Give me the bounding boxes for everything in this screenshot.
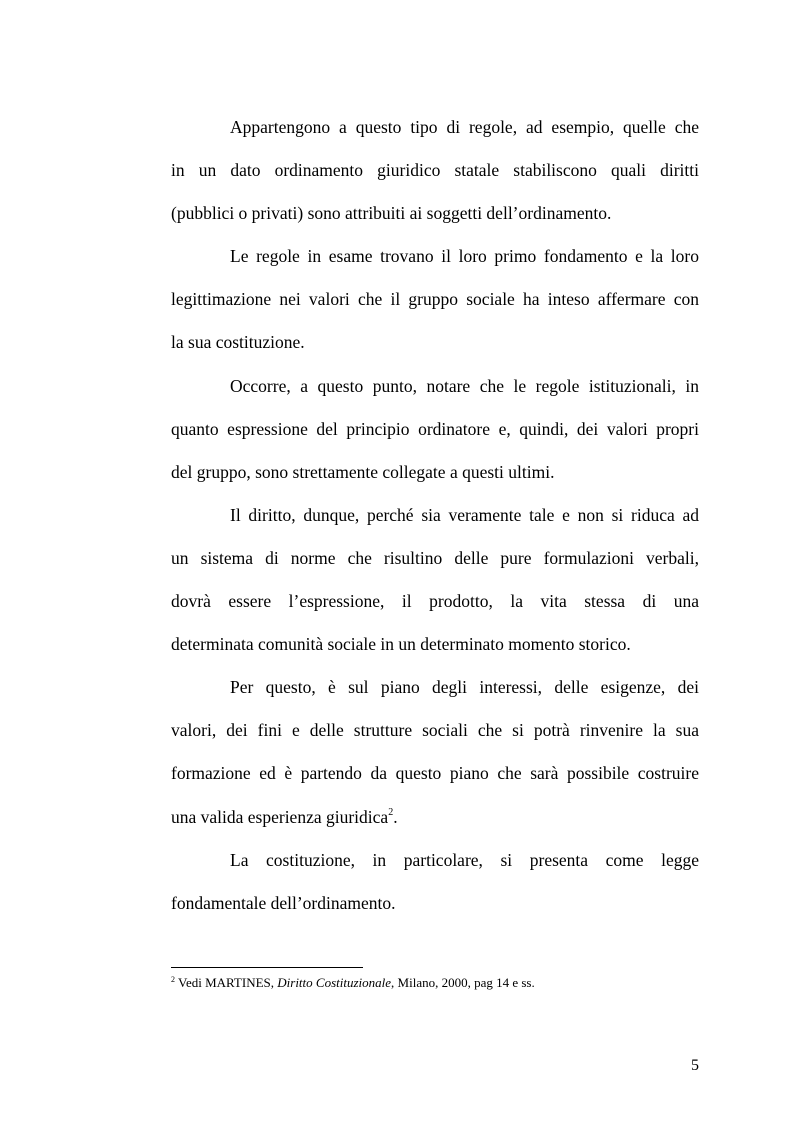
footnote-suffix: , Milano, 2000, pag 14 e ss. (391, 975, 535, 990)
text-line: in un dato ordinamento giuridico statale stabiliscono quali diritti (171, 160, 699, 181)
text-line: (pubblici o privati) sono attribuiti ai soggetti dell’ordinamento. (171, 203, 612, 224)
footnote-prefix: Vedi MARTINES, (175, 975, 278, 990)
paragraph (171, 239, 699, 368)
text-line: Per questo, è sul piano degli interessi, delle esigenze, dei (230, 677, 699, 698)
footnote-reference[interactable]: 2 (388, 806, 394, 818)
sentence-period: . (393, 806, 398, 827)
footnote (171, 975, 699, 991)
footnote-title: Diritto Costituzionale (277, 975, 392, 990)
text-line: valori, dei fini e delle strutture sociali che si potrà rinvenire la sua (171, 720, 699, 741)
text-line: Appartengono a questo tipo di regole, ad esempio, quelle che (230, 117, 699, 137)
paragraph (171, 110, 699, 239)
text-line: determinata comunità sociale in un determinato momento storico. (171, 634, 631, 655)
paragraph (171, 369, 699, 498)
paragraph (171, 843, 699, 929)
text-line: formazione ed è partendo da questo piano che sarà possibile costruire (171, 763, 699, 784)
text-line: Il diritto, dunque, perché sia veramente tale e non si riduca ad (230, 504, 699, 525)
text-line: Occorre, a questo punto, notare che le regole istituzionali, in (230, 375, 699, 396)
text-line: Le regole in esame trovano il loro primo fondamento e la loro (230, 246, 699, 267)
body-text (171, 110, 699, 929)
text-line: quanto espressione del principio ordinatore e, quindi, dei valori propri (171, 418, 699, 439)
footnote-separator (171, 967, 363, 968)
text-line: un sistema di norme che risultino delle pure formulazioni verbali, (171, 547, 699, 568)
text-line-content: una valida esperienza giuridica (171, 806, 389, 827)
text-line: fondamentale dell’ordinamento. (171, 892, 396, 913)
text-line: del gruppo, sono strettamente collegate a questi ultimi. (171, 461, 555, 482)
paragraph (171, 670, 699, 842)
footnote-number: 2 (171, 975, 175, 984)
text-line: dovrà essere l’espressione, il prodotto, la vita stessa di una (171, 591, 699, 612)
paragraph (171, 498, 699, 670)
text-line: la sua costituzione. (171, 332, 305, 353)
text-line: legittimazione nei valori che il gruppo sociale ha inteso affermare con (171, 289, 699, 310)
text-line (171, 800, 699, 843)
text-line: La costituzione, in particolare, si presenta come legge (230, 849, 699, 870)
page-number: 5 (691, 1057, 699, 1074)
